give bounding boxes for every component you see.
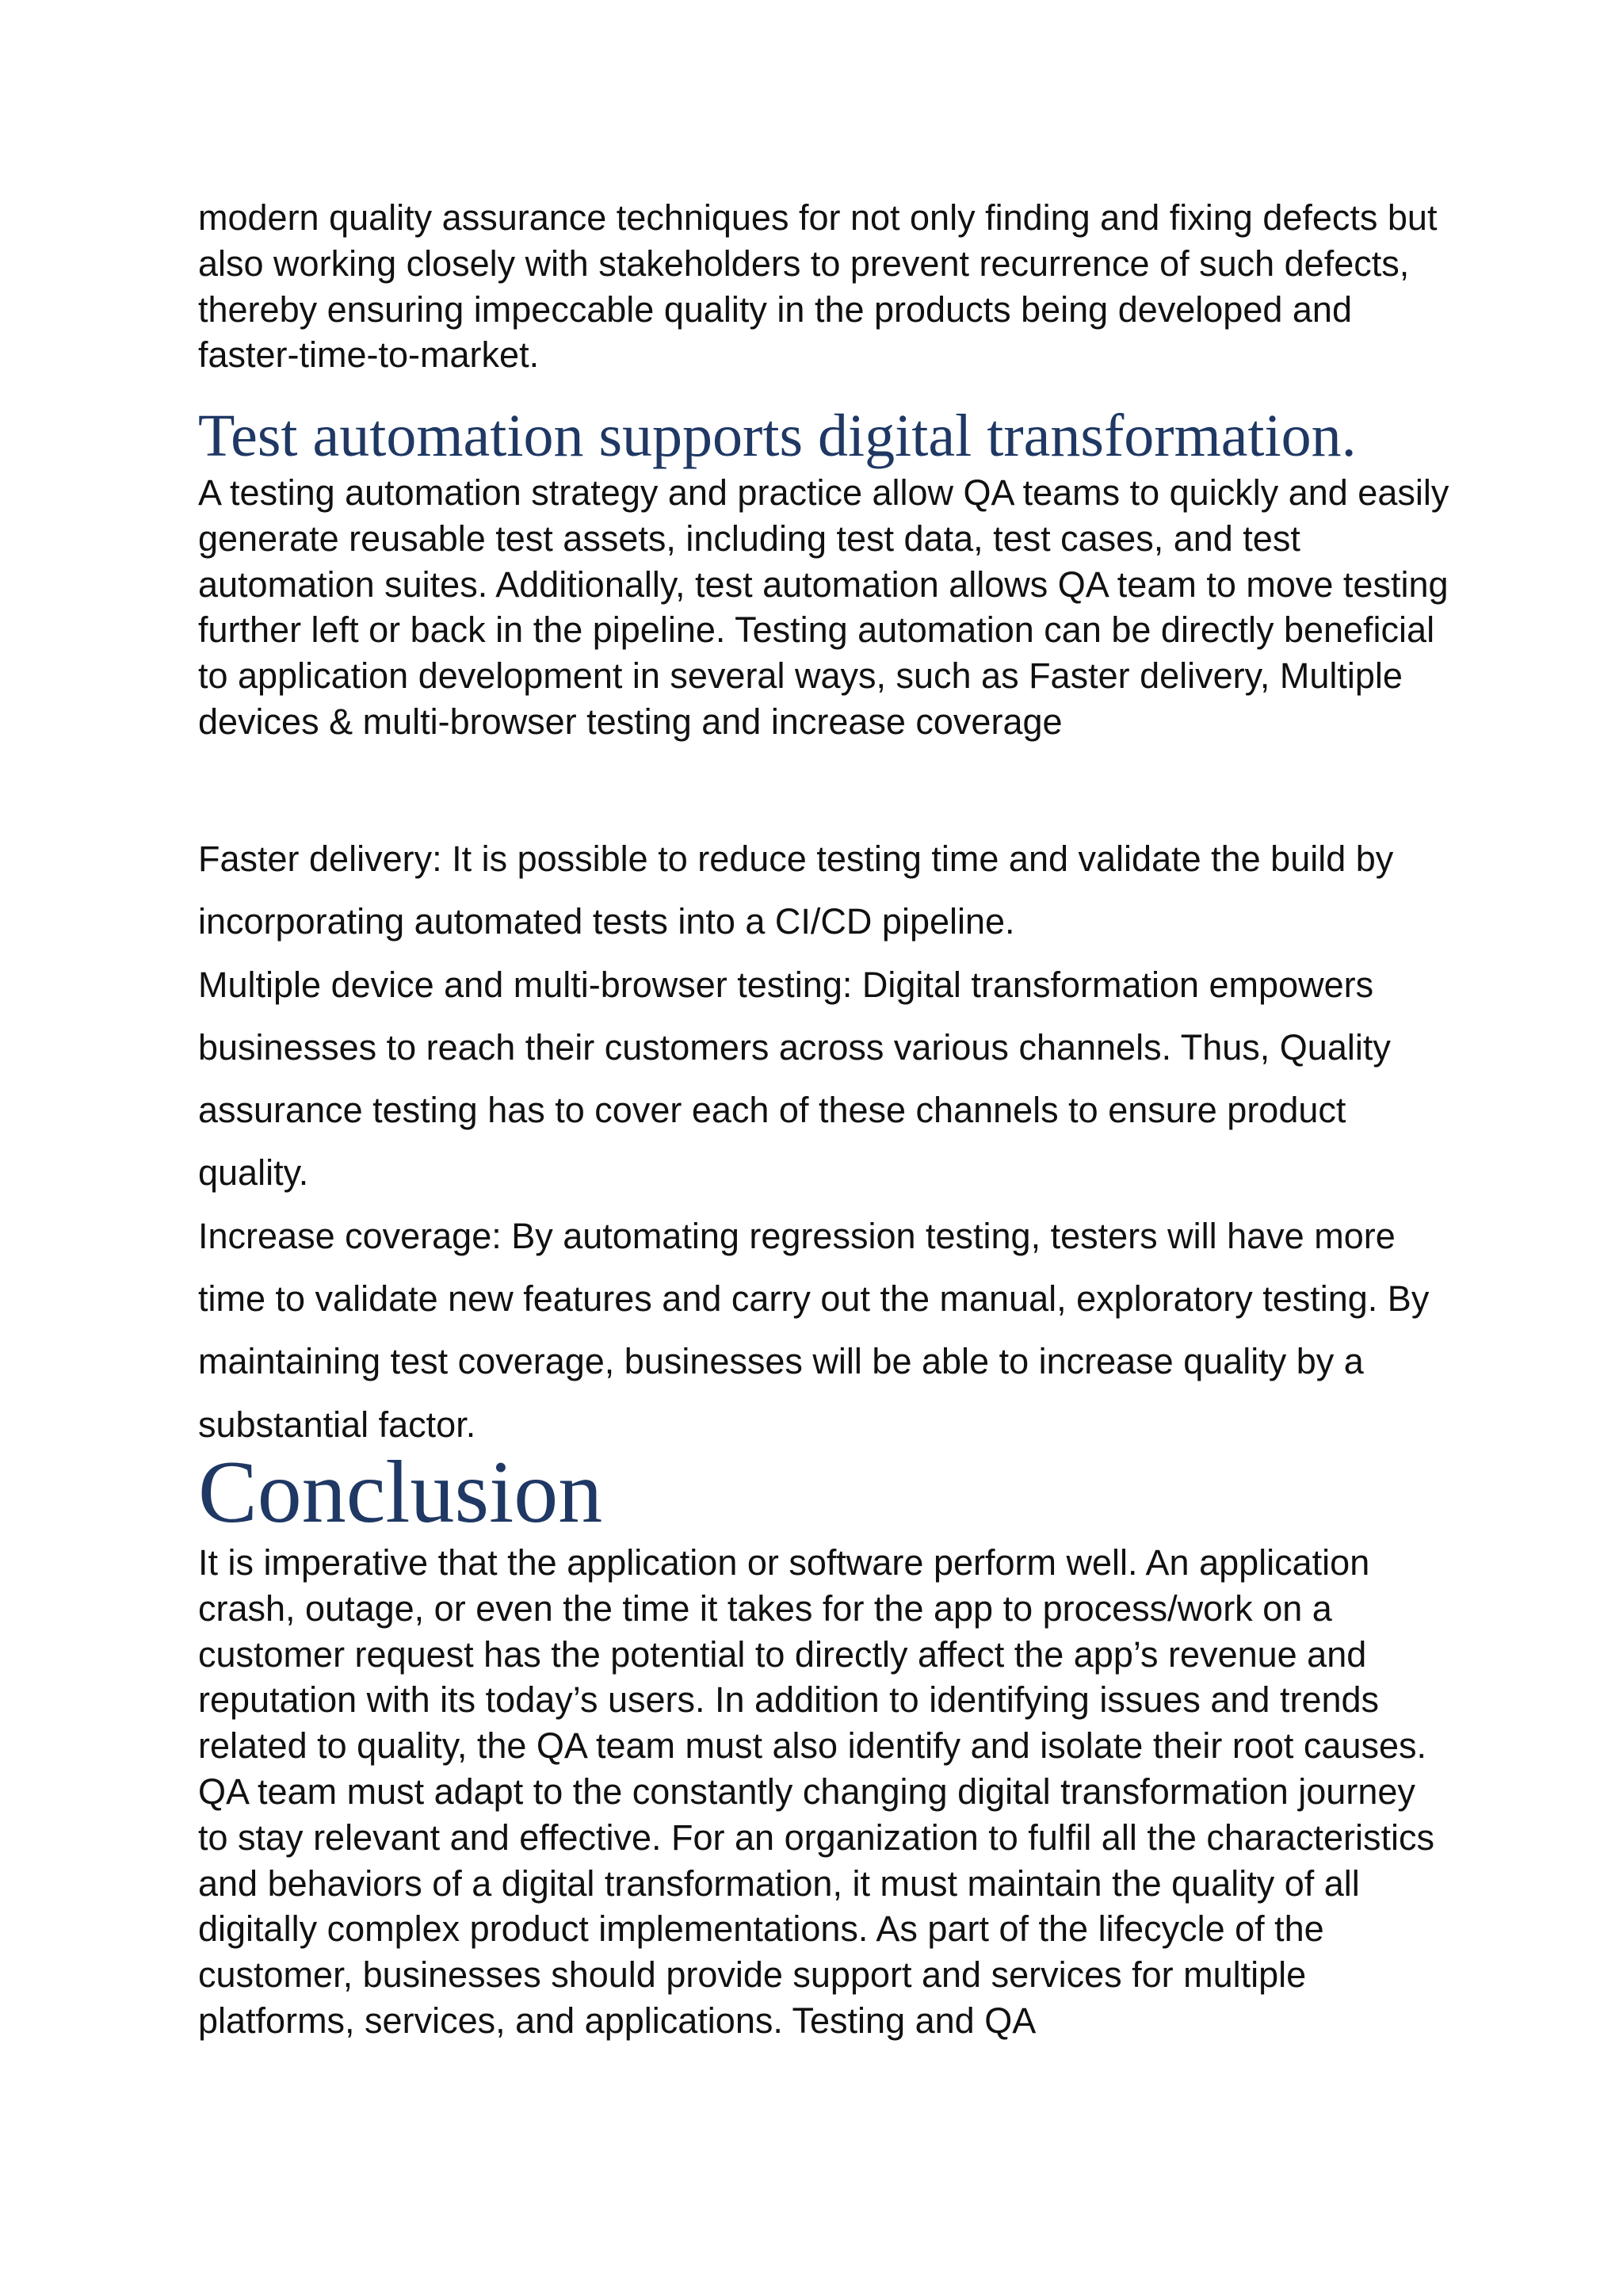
section-heading-conclusion: Conclusion xyxy=(198,1443,603,1541)
test-automation-paragraph: A testing automation strategy and practice allow QA teams to quickly and easily generate reusable test assets, including test data, test cases, and test automation suites. Additionally, test automation allows QA team to move testing further left or back in the pipeline. Testing automation can be directly beneficial to application development in several ways, such as Faster delivery, Multiple devices & multi-browser testing and increase coverage xyxy=(198,472,1449,742)
conclusion-paragraph: It is imperative that the application or software perform well. An application crash, outage, or even the time it takes for the app to process/work on a customer request has the potential to directly affect the app’s revenue and reputation with its today’s users. In addition to identifying issues and trends related to quality, the QA team must also identify and isolate their root causes. QA team must adapt to the constantly changing digital transformation journey to stay relevant and effective. For an organization to fulfil all the characteristics and behaviors of a digital transformation, it must maintain the quality of all digitally complex product implementations. As part of the lifecycle of the customer, businesses should provide support and services for multiple platforms, services, and applications. Testing and QA xyxy=(198,1542,1434,2041)
benefits-list xyxy=(198,827,1450,1456)
benefit-item-multi-device-testing: Multiple device and multi-browser testing: Digital transformation empowers businesses to reach their customers across various channels. Thus, Quality assurance testing has to cover each of these channels to ensure product quality. xyxy=(198,964,1391,1194)
intro-paragraph: modern quality assurance techniques for not only finding and fixing defects but also working closely with stakeholders to prevent recurrence of such defects, thereby ensuring impeccable quality in the products being developed and faster-time-to-market. xyxy=(198,197,1438,376)
benefit-item-increase-coverage: Increase coverage: By automating regression testing, testers will have more time to validate new features and carry out the manual, exploratory testing. By maintaining test coverage, businesses will be able to increase quality by a substantial factor. xyxy=(198,1215,1430,1445)
benefit-item-faster-delivery: Faster delivery: It is possible to reduce testing time and validate the build by incorporating automated tests into a CI/CD pipeline. xyxy=(198,839,1394,942)
section-heading-test-automation: Test automation supports digital transformation. xyxy=(198,403,1357,469)
